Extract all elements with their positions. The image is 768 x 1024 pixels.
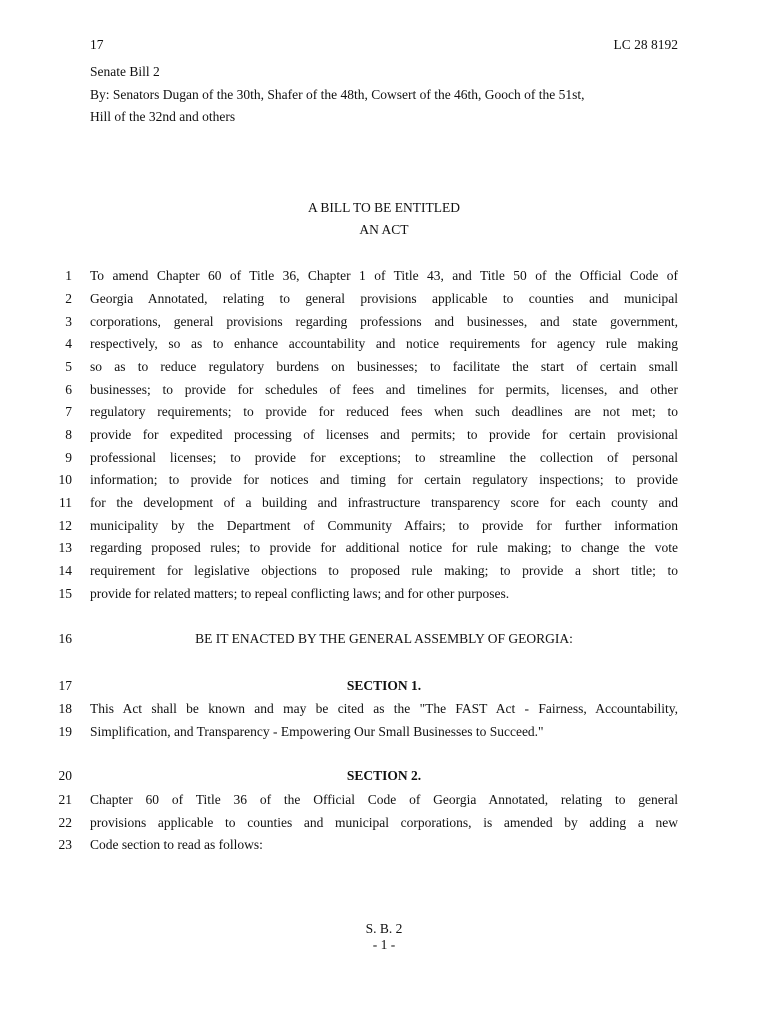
line-number: 17 [58, 678, 72, 693]
line-number: 21 [58, 792, 72, 807]
line-number: 22 [58, 815, 72, 830]
line-number: 23 [58, 837, 72, 852]
line-text: municipality by the Department of Community Affairs; to provide for further information [90, 518, 678, 533]
line-text: information; to provide for notices and timing for certain regulatory inspections; to provide [90, 472, 678, 487]
sponsors-line-1: By: Senators Dugan of the 30th, Shafer of the 48th, Cowsert of the 46th, Gooch of the 51st, [90, 87, 585, 102]
line-text: corporations, general provisions regarding professions and businesses, and state government, [90, 314, 678, 329]
line-text: professional licenses; to provide for exceptions; to streamline the collection of personal [90, 450, 678, 465]
line-text: Chapter 60 of Title 36 of the Official Code of Georgia Annotated, relating to general [90, 792, 678, 807]
line-number: 5 [65, 359, 72, 374]
line-text: so as to reduce regulatory burdens on businesses; to facilitate the start of certain small [90, 359, 678, 374]
line-number: 11 [59, 495, 72, 510]
line-number: 8 [65, 427, 72, 442]
line-number: 10 [58, 472, 72, 487]
line-number: 1 [65, 268, 72, 283]
line-number: 18 [58, 701, 72, 716]
line-text: respectively, so as to enhance accountability and notice requirements for agency rule making [90, 336, 678, 351]
line-text: Code section to read as follows: [90, 837, 263, 852]
line-number: 2 [65, 291, 72, 306]
line-number: 12 [58, 518, 72, 533]
line-number: 16 [58, 631, 72, 646]
sponsors-line-2: Hill of the 32nd and others [90, 109, 236, 124]
line-text: provide for related matters; to repeal conflicting laws; and for other purposes. [90, 586, 510, 601]
line-number: 6 [65, 382, 72, 397]
footer-bill-id: S. B. 2 [365, 921, 403, 936]
line-number: 15 [58, 586, 72, 601]
line-text: This Act shall be known and may be cited as the "The FAST Act - Fairness, Accountability, [90, 701, 678, 716]
line-text: businesses; to provide for schedules of fees and timelines for permits, licenses, and other [90, 382, 678, 397]
line-text: To amend Chapter 60 of Title 36, Chapter 1 of Title 43, and Title 50 of the Official Code of [90, 268, 678, 283]
line-number: 3 [65, 314, 72, 329]
line-text: regulatory requirements; to provide for reduced fees when such deadlines are not met; to [90, 404, 678, 419]
line-number: 4 [65, 336, 72, 351]
section-1-heading: SECTION 1. [346, 678, 422, 693]
line-text: Georgia Annotated, relating to general provisions applicable to counties and municipal [90, 291, 678, 306]
line-number: 13 [58, 540, 72, 555]
title-line-2: AN ACT [359, 222, 409, 237]
section-2-heading: SECTION 2. [346, 768, 422, 783]
line-text: regarding proposed rules; to provide for additional notice for rule making; to change the vote [90, 540, 678, 555]
line-text: for the development of a building and infrastructure transparency score for each county and [90, 495, 678, 510]
line-text: requirement for legislative objections to proposed rule making; to provide a short title; to [90, 563, 678, 578]
header-lc-number: LC 28 8192 [613, 37, 678, 52]
line-number: 7 [65, 404, 72, 419]
line-text: Simplification, and Transparency - Empowering Our Small Businesses to Succeed." [90, 724, 544, 739]
line-number: 9 [65, 450, 72, 465]
line-number: 14 [58, 563, 72, 578]
footer-page-number: - 1 - [372, 937, 396, 952]
enacting-clause: BE IT ENACTED BY THE GENERAL ASSEMBLY OF GEORGIA: [195, 631, 573, 646]
bill-name: Senate Bill 2 [90, 64, 160, 79]
header-year: 17 [90, 37, 104, 52]
line-text: provisions applicable to counties and municipal corporations, is amended by adding a new [90, 815, 678, 830]
line-text: provide for expedited processing of licenses and permits; to provide for certain provisional [90, 427, 678, 442]
line-number: 20 [58, 768, 72, 783]
title-line-1: A BILL TO BE ENTITLED [308, 200, 460, 215]
line-number: 19 [58, 724, 72, 739]
